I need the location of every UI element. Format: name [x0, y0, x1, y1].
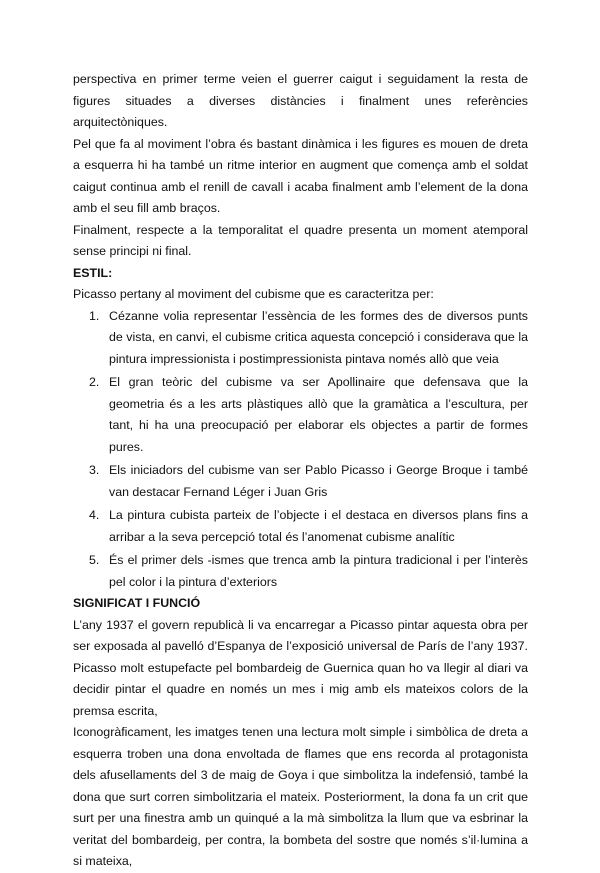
list-item [73, 372, 528, 458]
paragraph-moviment: Pel que fa al moviment l’obra és bastant dinàmica i les figures es mouen de dreta a esquerra hi ha també un ritme interior en augment que comença amb el soldat caigut continua amb el renill de cavall i acaba finalment amb l’element de la dona amb el seu fill amb braços. [73, 136, 528, 215]
list-text: És el primer dels -ismes que trenca amb la pintura tradicional i per l’interès pel color i la pintura d’exteriors [109, 553, 528, 589]
heading-estil: ESTIL: [73, 265, 113, 280]
document-body [73, 69, 528, 873]
paragraph-temporalitat: Finalment, respecte a la temporalitat el quadre presenta un moment atemporal sense principi ni final. [73, 222, 528, 258]
list-text: La pintura cubista parteix de l’objecte i el destaca en diversos plans fins a arribar a la seva percepció total és l’anomenat cubisme analític [109, 508, 528, 544]
list-number: 5. [89, 553, 100, 567]
list-item [73, 460, 528, 503]
list-number: 3. [89, 463, 100, 477]
heading-significat: SIGNIFICAT I FUNCIÓ [73, 596, 201, 610]
list-text: Els iniciadors del cubisme van ser Pablo Picasso i George Broque i també van destacar Fernand Léger i Juan Gris [109, 463, 528, 499]
paragraph-perspectiva: perspectiva en primer terme veien el guerrer caigut i seguidament la resta de figures situades a diverses distàncies i finalment unes referències arquitectòniques. [73, 72, 528, 129]
list-number: 4. [89, 508, 100, 522]
estil-list [73, 306, 528, 594]
list-text: Cézanne volia representar l’essència de les formes des de diversos punts de vista, en canvi, el cubisme critica aquesta concepció i considerava que la pintura impressionista i postimpressionista pintava només allò que veia [109, 308, 528, 366]
paragraph-estil-intro: Picasso pertany al moviment del cubisme que es caracteritza per: [73, 287, 434, 301]
list-item [73, 306, 528, 371]
paragraph-encarrec: L’any 1937 el govern republicà li va encarregar a Picasso pintar aquesta obra per ser exposada al pavelló d’Espanya de l’exposició universal de París de l’any 1937. Picasso molt estupefacte pel bombardeig de Guernica quan ho va llegir al diari va decidir pintar el quadre en només un mes i mig amb els mateixos colors de la premsa escrita, [73, 617, 528, 718]
list-number: 1. [89, 308, 100, 323]
list-number: 2. [89, 375, 100, 389]
paragraph-iconografia: Iconogràficament, les imatges tenen una lectura molt simple i simbòlica de dreta a esquerra troben una dona envoltada de flames que ens recorda al protagonista dels afusellaments del 3 de maig de Goya i que simbolitza la indefensió, també la dona que surt corren simbolitzaria el mateix. Posteriorment, la dona fa un crit que surt per una finestra amb un quinqué a la mà simbolitza la llum que va esbrinar la veritat del bombardeig, per contra, la bombeta del sostre que només s’il·lumina a si mateixa, [73, 725, 528, 868]
list-item [73, 550, 528, 593]
list-text: El gran teòric del cubisme va ser Apollinaire que defensava que la geometria és a les arts plàstiques allò que la gramàtica a l’escultura, per tant, hi ha una preocupació per elaborar els objectes a partir de formes pures. [109, 375, 528, 454]
list-item [73, 505, 528, 548]
